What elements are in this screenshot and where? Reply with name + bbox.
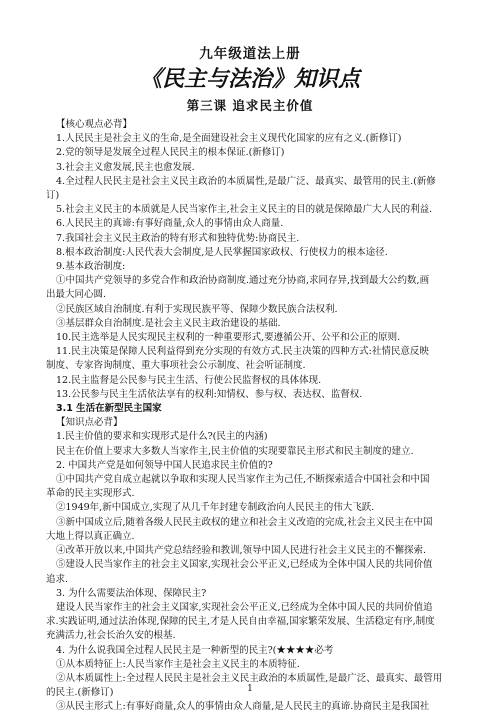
text-line: 8.根本政治制度:人民代表大会制度,是人民掌握国家政权、行使权力的根本途径. [56,246,388,258]
text-line: 【核心观点必背】 [56,119,133,130]
text-line: 建设人民当家作主的社会主义国家,实现社会公平正义,已经成为全体中国人民的共同价值追 [56,601,433,613]
text-line: ②民族区域自治制度.有利于实现民族平等、保障少数民族合法权利. [56,303,338,315]
text-line: ②1949年,新中国成立,实现了从几千年封建专制政治向人民民主的伟大飞跃. [56,502,375,514]
text-line: 13.公民参与民主生活依法享有的权利:知情权、参与权、表达权、监督权. [56,388,363,400]
text-line: 【知识点必背】 [56,417,123,429]
text-line: ②从本质属性上:全过程人民民主是社会主义民主政治的本质属性,是最广泛、最真实、最管用 [56,672,443,684]
text-line: 9.基本政治制度: [56,261,126,273]
grade-heading: 九年级道法上册 [199,46,301,62]
text-line: ①中国共产党领导的多党合作和政治协商制度.通过充分协商,求同存异,找到最大公约数,画 [56,275,430,287]
document-title: 《民主与法治》知识点 [139,67,360,92]
text-line: 3.社会主义愈发展,民主也愈发展. [56,161,195,173]
text-line: 6.人民民主的真谛:有事好商量,众人的事情由众人商量. [56,218,284,230]
text-line: 3.1 生活在新型民主国家 [56,403,162,415]
document-body [46,118,464,715]
text-line: ①从本质特征上:人民当家作主是社会主义民主的本质特征. [56,658,300,670]
text-line: ③基层群众自治制度.是社会主义民主政治建设的基础. [56,317,281,329]
text-line: 制度、专家咨询制度、重大事项社会公示制度、社会听证制度. [46,360,306,372]
text-line: 革命的民主实现形式. [46,488,135,500]
text-line: ①中国共产党自成立起就以争取和实现人民当家作主为己任,不断探索适合中国社会和中国 [56,474,430,486]
text-line: 1.人民民主是社会主义的生命,是全面建设社会主义现代化国家的应有之义.(新修订) [56,133,402,145]
text-line: 3. 为什么需要法治体现、保障民主? [56,587,207,599]
text-line: 2. 中国共产党是如何领导中国人民追求民主价值的? [56,459,273,471]
text-line: 2.党的领导是发展全过程人民民主的根本保证.(新修订) [56,147,285,159]
text-line: 大地上得以真正确立. [46,530,135,542]
page-number: 1 [247,684,253,694]
text-line: 10.民主选举是人民实现民主权利的一种重要形式,要遵循公开、公平和公正的原则. [56,332,401,344]
text-line: 的民主.(新修订) [46,687,114,699]
text-line: 追求. [46,573,69,585]
text-line: ⑤建设人民当家作主的社会主义国家,实现社会公平正义,已经成为全体中国人民的共同价值 [56,559,433,571]
text-line: 4.全过程人民民主是社会主义民主政治的本质属性,是最广泛、最真实、最管用的民主.(新修 [56,175,436,187]
lesson-heading: 第三课 追求民主价值 [186,98,314,113]
text-line: 民主在价值上要求大多数人当家作主,民主价值的实现要靠民主形式和民主制度的建立. [56,445,414,457]
text-line: ③从民主形式上:有事好商量,众人的事情由众人商量,是人民民主的真谛.协商民主是我国社 [56,701,430,713]
text-line: ③新中国成立后,随着各级人民民主政权的建立和社会主义改造的完成,社会主义民主在中国 [56,516,433,528]
text-line: 7.我国社会主义民主政治的特有形式和独特优势:协商民主. [56,232,300,244]
text-line: 4. 为什么说我国全过程人民民主是一种新型的民主?(★★★★必考 [56,644,334,656]
text-line: 充满活力,社会长治久安的根基. [46,630,176,642]
text-line: 订) [46,190,60,202]
text-line: ④改革开放以来,中国共产党总结经验和教训,领导中国人民进行社会主义民主的不懈探索. [56,545,427,557]
text-line: 出最大同心圆. [46,289,107,301]
text-line: 12.民主监督是公民参与民主生活、行使公民监督权的具体体现. [56,374,322,386]
text-line: 1.民主价值的要求和实现形式是什么?(民主的内涵) [56,431,268,443]
text-line: 11.民主决策是保障人民利益得到充分实现的有效方式.民主决策的四种方式:社情民意反映 [56,346,429,358]
text-line: 求.实践证明,通过法治体现,保障的民主,才是人民自由幸福,国家繁荣发展、生活稳定有序,制度 [46,616,435,628]
text-line: 5.社会主义民主的本质就是人民当家作主,社会主义民主的目的就是保障最广大人民的利益. [56,204,433,216]
